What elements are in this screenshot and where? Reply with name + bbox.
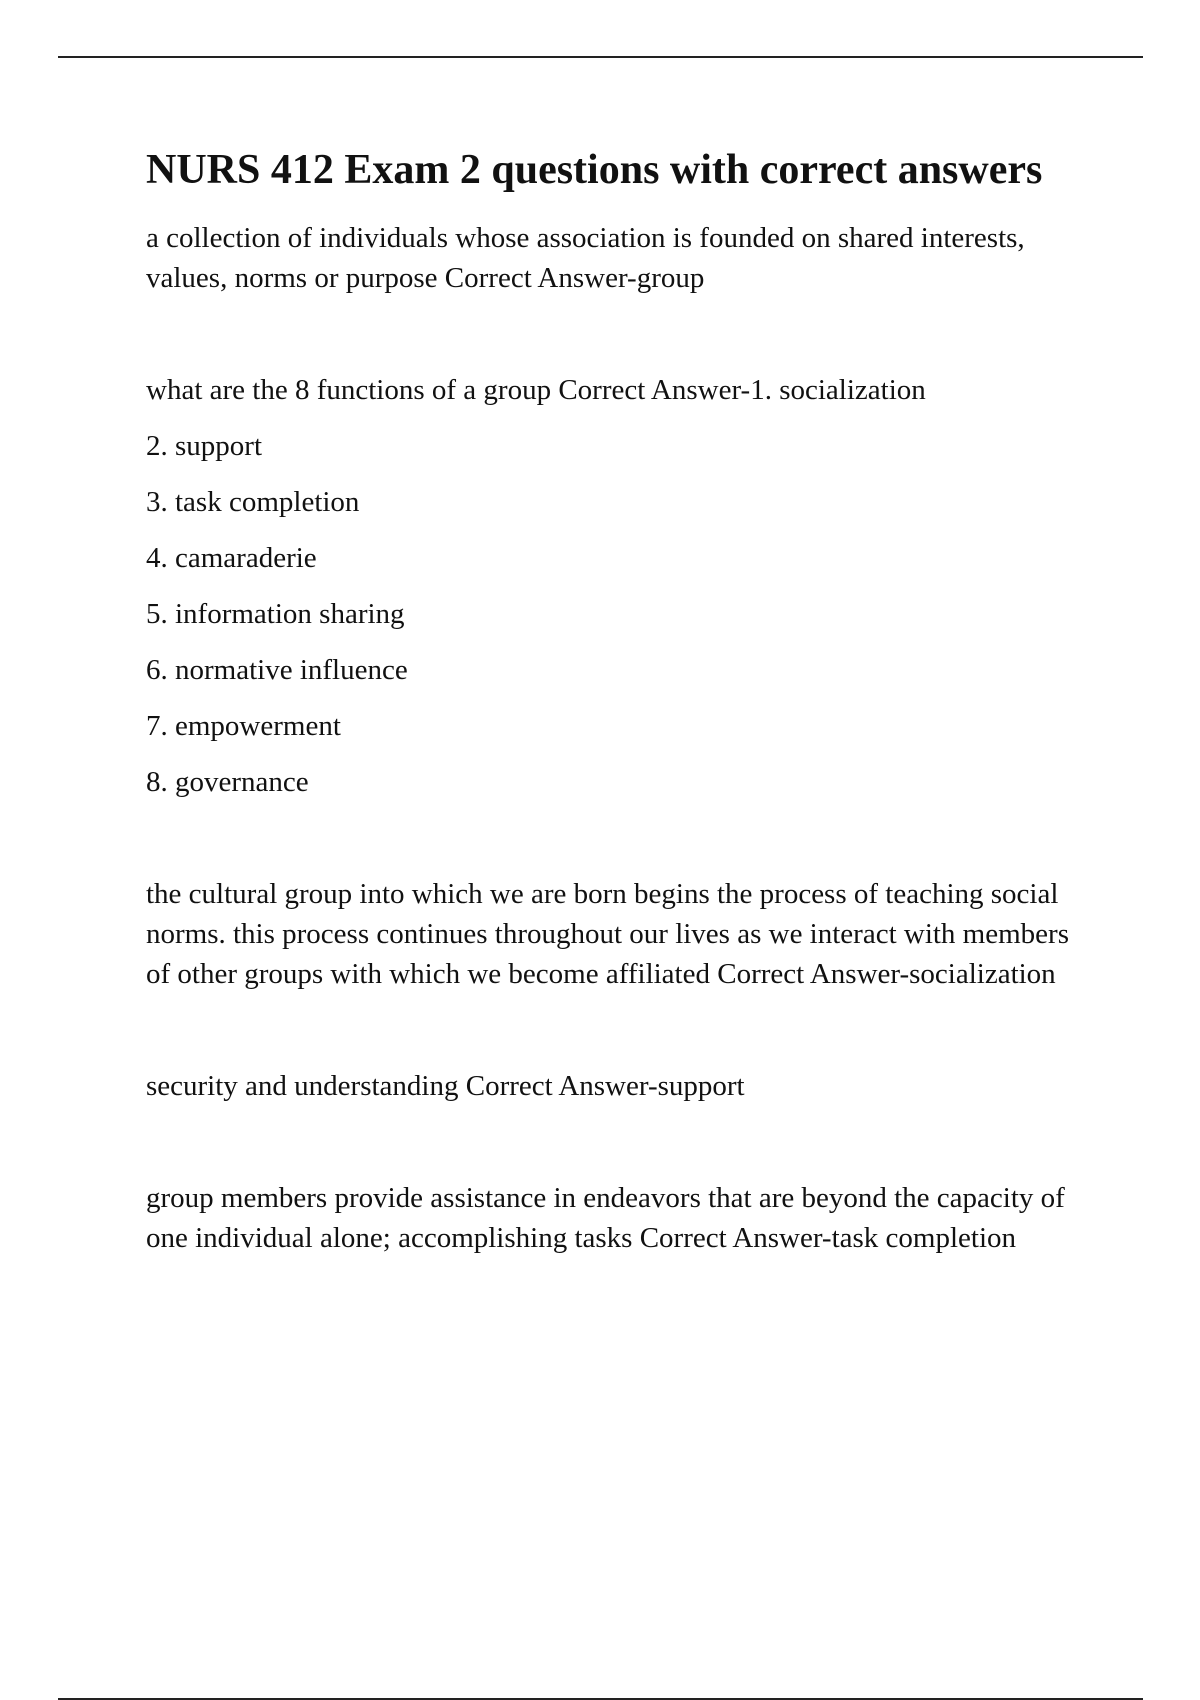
list-item: 6. normative influence — [146, 654, 408, 686]
qa-entry-3: the cultural group into which we are born begins the process of teaching social norms. this process continues throughout our lives as we interact with members of other groups with which we become affiliated Correct Answer-socialization — [146, 878, 1069, 990]
qa-entry-5: group members provide assistance in endeavors that are beyond the capacity of one individual alone; accomplishing tasks Correct Answer-task completion — [146, 1182, 1065, 1254]
qa-entry-1: a collection of individuals whose association is founded on shared interests, values, norms or purpose Correct Answer-group — [146, 222, 1025, 294]
document-title: NURS 412 Exam 2 questions with correct answers — [146, 147, 1043, 193]
list-item: 4. camaraderie — [146, 542, 317, 574]
list-item: 2. support — [146, 430, 262, 462]
functions-list — [146, 426, 1086, 802]
header-rule — [58, 56, 1143, 58]
list-item: 8. governance — [146, 766, 309, 798]
list-item: 7. empowerment — [146, 710, 341, 742]
document-body — [146, 142, 1086, 1258]
list-item: 5. information sharing — [146, 598, 405, 630]
qa-entry-4: security and understanding Correct Answer-support — [146, 1070, 745, 1102]
list-item: 3. task completion — [146, 486, 360, 518]
qa-entry-2: what are the 8 functions of a group Correct Answer-1. socialization — [146, 374, 926, 406]
